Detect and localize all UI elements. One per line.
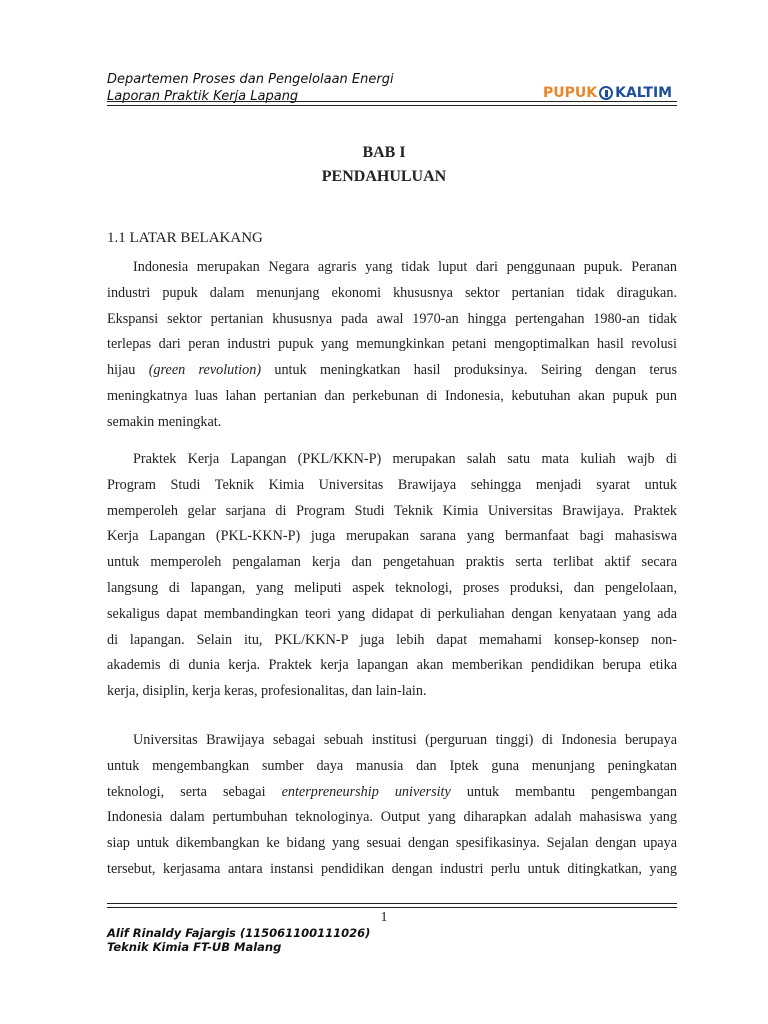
line-text: terlepas dari peran industri pupuk yang memungkinkan petani mengoptimalkan hasil revolusi xyxy=(107,336,677,353)
paragraph-line xyxy=(107,477,677,494)
line-text: tersebut, kerjasama antara instansi pendidikan dengan industri perlu untuk ditingkatkan, yang xyxy=(107,861,677,877)
logo-emblem-icon xyxy=(599,86,613,100)
paragraph-line xyxy=(107,503,677,520)
header-rule xyxy=(107,105,677,106)
footer-rule xyxy=(107,903,677,904)
footer-author: Alif Rinaldy Fajargis (115061100111026) xyxy=(107,926,371,940)
section-heading: 1.1 LATAR BELAKANG xyxy=(107,230,263,246)
paragraph-line xyxy=(107,285,677,302)
running-footer xyxy=(107,926,370,954)
line-text: langsung di lapangan, yang meliputi aspek teknologi, proses produksi, dan pengelolaan, xyxy=(107,580,677,596)
header-rule xyxy=(107,101,677,102)
paragraph-line xyxy=(107,809,677,826)
paragraph-line xyxy=(107,311,677,328)
paragraph-line xyxy=(107,580,677,597)
paragraph-line xyxy=(107,606,677,623)
footer-rule xyxy=(107,907,677,908)
pupuk-kaltim-logo xyxy=(543,85,672,101)
line-text: meningkatnya luas lahan pertanian dan perkebunan di Indonesia, kebutuhan akan pupuk pun xyxy=(107,388,677,404)
paragraph-line xyxy=(133,259,677,276)
page-number: 1 xyxy=(380,910,388,925)
line-text: Indonesia dalam pertumbuhan teknologinya. Output yang diharapkan adalah mahasiswa yang xyxy=(107,809,677,826)
line-text: Universitas Brawijaya sebagai sebuah institusi (perguruan tinggi) di Indonesia berupaya xyxy=(133,732,677,748)
chapter-number: BAB I xyxy=(362,144,406,161)
paragraph-line xyxy=(107,835,677,852)
logo-text-right: KALTIM xyxy=(615,85,673,101)
line-text: siap untuk dikembangkan ke bidang yang sesuai dengan spesifikasinya. Sejalan dengan upaya xyxy=(107,835,677,852)
running-header xyxy=(107,71,394,105)
paragraph-line xyxy=(107,388,677,405)
line-text: teknologi, serta sebagai xyxy=(107,783,282,800)
line-text: untuk meningkatkan hasil produksinya. Seiring dengan terus xyxy=(261,362,677,379)
chapter-title: PENDAHULUAN xyxy=(321,168,447,185)
paragraph-line xyxy=(107,758,677,775)
line-text: industri pupuk dalam menunjang ekonomi khususnya sektor pertanian tidak diragukan. xyxy=(107,284,677,301)
paragraph-line xyxy=(133,732,677,749)
paragraph-line xyxy=(107,861,677,878)
line-text: Kerja Lapangan (PKL-KKN-P) juga merupakan sarana yang bermanfaat bagi mahasiswa xyxy=(107,528,677,545)
paragraph-line xyxy=(107,414,677,431)
line-text: memperoleh gelar sarjana di Program Studi Teknik Kimia Universitas Brawijaya. Praktek xyxy=(107,502,677,519)
italic-term: enterpreneurship university xyxy=(281,783,451,800)
header-department: Departemen Proses dan Pengelolaan Energi xyxy=(107,72,394,87)
header-report-title: Laporan Praktik Kerja Lapang xyxy=(107,89,299,104)
italic-term: (green revolution) xyxy=(148,362,262,379)
line-text: untuk mengembangkan sumber daya manusia dan Iptek guna menunjang peningkatan xyxy=(107,757,677,774)
line-text: untuk membantu pengembangan xyxy=(450,783,677,800)
paragraph-line xyxy=(107,528,677,545)
paragraph-line xyxy=(133,451,677,468)
line-text: di lapangan. Selain itu, PKL/KKN-P juga lebih dapat memahami konsep-konsep non- xyxy=(107,631,677,648)
line-text: hijau xyxy=(107,362,149,379)
line-text: akademis di dunia kerja. Praktek kerja lapangan akan memberikan pendidikan berupa etika xyxy=(107,657,677,674)
line-text: untuk memperoleh pengalaman kerja dan pengetahuan praktis serta terlibat aktif secara xyxy=(107,554,677,571)
line-text: sekaligus dapat membandingkan teori yang didapat di perkuliahan dengan kenyataan yang ada xyxy=(107,605,677,622)
logo-text-left: PUPUK xyxy=(543,85,598,101)
paragraph-line xyxy=(107,336,677,353)
paragraph-line xyxy=(107,784,677,801)
paragraph-line xyxy=(107,632,677,649)
line-text: Indonesia merupakan Negara agraris yang tidak luput dari penggunaan pupuk. Peranan xyxy=(133,259,677,275)
line-text: Praktek Kerja Lapangan (PKL/KKN-P) merupakan salah satu mata kuliah wajb di xyxy=(133,451,677,467)
line-text: semakin meningkat. xyxy=(107,413,222,430)
footer-department: Teknik Kimia FT-UB Malang xyxy=(107,940,282,954)
paragraph-line xyxy=(107,657,677,674)
paragraph-line xyxy=(107,554,677,571)
paragraph-line xyxy=(107,362,677,379)
line-text: Program Studi Teknik Kimia Universitas Brawijaya sehingga menjadi syarat untuk xyxy=(107,476,677,493)
paragraph-line xyxy=(107,683,677,700)
line-text: Ekspansi sektor pertanian khususnya pada awal 1970-an hingga pertengahan 1980-an tidak xyxy=(107,310,677,327)
line-text: kerja, disiplin, kerja keras, profesionalitas, dan lain-lain. xyxy=(107,683,427,700)
